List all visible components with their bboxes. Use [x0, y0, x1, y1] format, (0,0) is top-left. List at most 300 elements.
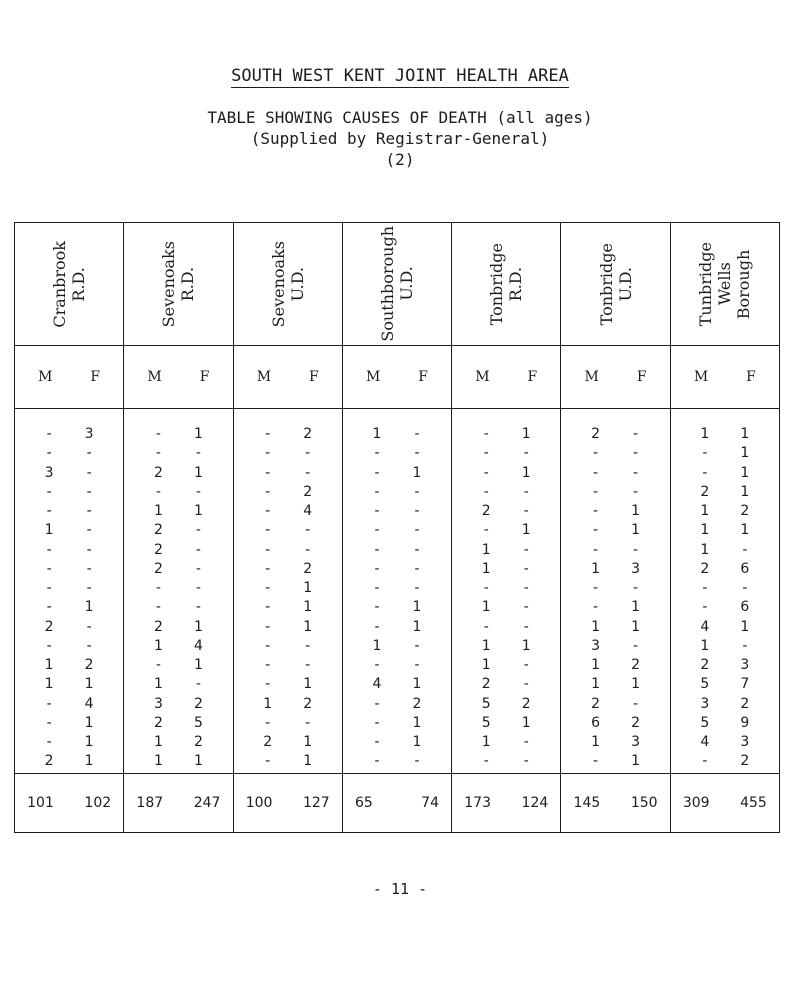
female-value: - — [523, 657, 529, 673]
male-value: - — [374, 599, 380, 616]
female-value: - — [633, 426, 639, 442]
value-row — [477, 675, 535, 694]
male-value: 3 — [700, 695, 710, 712]
value-row — [696, 502, 754, 521]
value-row — [40, 733, 98, 752]
male-value: - — [155, 580, 161, 596]
male-value: - — [265, 503, 271, 519]
male-value: 1 — [481, 599, 491, 616]
district-header-cell — [233, 223, 342, 346]
male-value: - — [702, 445, 708, 462]
female-label: F — [636, 369, 647, 385]
sex-labels — [38, 369, 100, 385]
female-value: - — [523, 599, 529, 616]
female-value: - — [523, 676, 529, 693]
female-value: 1 — [412, 599, 422, 616]
male-value: 5 — [481, 695, 491, 712]
female-value: 3 — [631, 560, 640, 577]
female-value: 9 — [740, 714, 750, 731]
male-value: 2 — [481, 503, 491, 519]
table-title: TABLE SHOWING CAUSES OF DEATH (all ages) — [207, 108, 593, 127]
value-row — [259, 579, 317, 598]
value-rows — [671, 409, 779, 772]
female-value: 1 — [521, 426, 531, 442]
male-value: - — [155, 657, 161, 673]
female-value: 1 — [740, 522, 750, 539]
female-value: 1 — [193, 503, 203, 519]
male-value: - — [265, 426, 271, 442]
male-value: - — [374, 714, 380, 731]
female-value: 1 — [631, 676, 640, 693]
value-row — [587, 541, 645, 560]
value-row — [259, 521, 317, 540]
female-value: - — [195, 580, 201, 596]
male-value: - — [702, 753, 708, 770]
female-label: F — [308, 369, 319, 385]
male-value: - — [46, 599, 52, 616]
male-value: 2 — [44, 753, 54, 770]
female-value: 7 — [740, 676, 750, 693]
female-value: - — [523, 734, 529, 750]
male-value: 2 — [591, 426, 600, 442]
female-value: - — [86, 503, 92, 519]
value-row — [149, 502, 207, 521]
value-row — [587, 598, 645, 617]
value-row — [696, 733, 754, 752]
female-value: 2 — [303, 483, 313, 500]
male-value: 2 — [153, 464, 163, 481]
value-rows — [124, 409, 232, 772]
sex-header-cell — [452, 346, 561, 409]
male-value: 2 — [263, 734, 273, 750]
value-row — [368, 618, 426, 637]
male-total: 101 — [27, 795, 54, 811]
female-value: - — [742, 637, 748, 654]
male-value: 2 — [481, 676, 491, 693]
female-value: - — [523, 445, 529, 462]
sex-header-cell — [561, 346, 670, 409]
value-rows — [234, 409, 342, 772]
value-row — [368, 733, 426, 752]
district-values-cell — [561, 409, 670, 774]
value-row — [368, 521, 426, 540]
value-rows — [452, 409, 560, 772]
value-row — [477, 618, 535, 637]
value-row — [477, 714, 535, 733]
male-value: 4 — [700, 618, 710, 635]
male-value: - — [265, 657, 271, 673]
male-value: - — [265, 599, 271, 616]
value-row — [149, 464, 207, 483]
female-value: - — [86, 445, 92, 462]
value-row — [149, 444, 207, 463]
male-value: 1 — [372, 426, 382, 442]
male-value: - — [265, 483, 271, 500]
sex-header-cell — [15, 346, 124, 409]
male-label: M — [147, 369, 162, 385]
female-label: F — [527, 369, 538, 385]
male-value: - — [374, 503, 380, 519]
male-value: 2 — [153, 541, 163, 558]
value-row — [40, 714, 98, 733]
male-value: - — [374, 618, 380, 635]
male-label: M — [693, 369, 709, 385]
value-row — [587, 733, 645, 752]
female-value: 2 — [303, 560, 313, 577]
male-value: - — [374, 483, 380, 500]
female-value: - — [305, 637, 311, 654]
male-value: - — [265, 714, 271, 731]
female-value: 1 — [84, 753, 94, 770]
value-row — [40, 695, 98, 714]
value-row — [149, 695, 207, 714]
value-row — [259, 464, 317, 483]
male-value: 5 — [700, 714, 710, 731]
value-row — [368, 598, 426, 617]
female-value: 1 — [412, 464, 422, 481]
male-value: - — [46, 483, 52, 500]
male-value: - — [265, 541, 271, 558]
male-value: 5 — [481, 714, 491, 731]
female-value: 1 — [193, 753, 203, 770]
male-value: - — [483, 580, 489, 596]
female-value: 1 — [631, 753, 640, 770]
male-value: 1 — [481, 734, 491, 750]
male-value: 2 — [153, 522, 163, 539]
male-value: - — [593, 753, 599, 770]
female-value: - — [742, 541, 748, 558]
value-row — [259, 541, 317, 560]
male-value: - — [593, 522, 599, 539]
female-value: 1 — [84, 676, 94, 693]
sex-header-row — [15, 346, 780, 409]
male-value: - — [374, 695, 380, 712]
total-cell — [124, 774, 233, 833]
male-value: - — [155, 599, 161, 616]
male-label: M — [38, 369, 53, 385]
female-value: 1 — [521, 522, 531, 539]
male-value: 6 — [591, 714, 600, 731]
value-row — [696, 714, 754, 733]
male-value: 1 — [153, 753, 163, 770]
value-row — [149, 425, 207, 444]
male-value: - — [483, 464, 489, 481]
male-total: 65 — [354, 795, 373, 811]
total-pair — [683, 795, 767, 811]
male-label: M — [475, 369, 490, 385]
male-value: 2 — [44, 618, 54, 635]
female-value: 1 — [740, 426, 750, 442]
value-row — [477, 425, 535, 444]
value-row — [587, 464, 645, 483]
male-value: - — [374, 522, 380, 539]
value-row — [587, 579, 645, 598]
female-value: 1 — [521, 714, 531, 731]
female-label: F — [418, 369, 428, 385]
female-value: 1 — [631, 522, 640, 539]
value-row — [40, 483, 98, 502]
female-value: - — [86, 580, 92, 596]
female-total: 455 — [740, 795, 767, 811]
female-value: - — [195, 560, 201, 577]
female-value: - — [523, 560, 529, 577]
value-row — [259, 618, 317, 637]
male-value: - — [374, 734, 380, 750]
value-row — [368, 656, 426, 675]
district-name: Sevenoaks R.D. — [159, 240, 198, 328]
totals-row — [15, 774, 780, 833]
district-name: Cranbrook R.D. — [50, 240, 89, 328]
value-row — [696, 483, 754, 502]
male-value: - — [265, 522, 271, 539]
male-label: M — [365, 369, 381, 385]
male-total: 100 — [245, 795, 273, 811]
female-value: - — [305, 445, 311, 462]
value-row — [40, 637, 98, 656]
female-value: 1 — [740, 445, 750, 462]
male-value: - — [265, 637, 271, 654]
female-value: - — [86, 637, 92, 654]
sex-header-cell — [670, 346, 779, 409]
female-value: 3 — [740, 657, 750, 673]
value-row — [477, 695, 535, 714]
male-value: 3 — [591, 637, 600, 654]
value-row — [149, 675, 207, 694]
male-value: 1 — [591, 618, 600, 635]
male-value: 1 — [44, 522, 54, 539]
value-row — [40, 502, 98, 521]
sex-labels — [475, 369, 537, 385]
male-value: 1 — [700, 522, 710, 539]
value-row — [40, 675, 98, 694]
value-row — [259, 444, 317, 463]
male-value: - — [483, 522, 489, 539]
value-row — [587, 425, 645, 444]
male-value: 4 — [372, 676, 382, 693]
value-row — [259, 637, 317, 656]
male-value: 1 — [700, 541, 710, 558]
male-value: 1 — [44, 676, 54, 693]
value-row — [477, 444, 535, 463]
district-header-cell — [452, 223, 561, 346]
female-value: - — [523, 541, 529, 558]
sex-labels — [585, 369, 647, 385]
value-row — [259, 733, 317, 752]
value-row — [149, 733, 207, 752]
male-value: 1 — [153, 676, 163, 693]
value-row — [477, 521, 535, 540]
female-value: 2 — [303, 426, 313, 442]
male-value: 1 — [591, 734, 600, 750]
value-row — [259, 483, 317, 502]
female-value: - — [414, 753, 420, 770]
female-value: 2 — [740, 753, 750, 770]
district-values-cell — [15, 409, 124, 774]
male-value: 1 — [591, 676, 600, 693]
female-value: 1 — [631, 618, 640, 635]
female-value: 1 — [412, 676, 422, 693]
male-value: 3 — [153, 695, 163, 712]
district-header-row — [15, 223, 780, 346]
total-pair — [27, 795, 111, 811]
female-value: 1 — [303, 734, 313, 750]
value-row — [259, 560, 317, 579]
value-row — [149, 598, 207, 617]
value-row — [477, 541, 535, 560]
female-value: - — [414, 503, 420, 519]
female-value: 1 — [303, 580, 313, 596]
female-value: - — [305, 714, 311, 731]
causes-of-death-table — [14, 222, 780, 833]
value-row — [587, 675, 645, 694]
female-value: 4 — [84, 695, 94, 712]
female-value: - — [414, 445, 420, 462]
female-value: 5 — [193, 714, 203, 731]
value-row — [587, 521, 645, 540]
female-value: - — [414, 580, 420, 596]
female-value: 1 — [193, 464, 203, 481]
female-value: 1 — [521, 464, 531, 481]
value-row — [587, 483, 645, 502]
male-value: 1 — [44, 657, 54, 673]
female-value: - — [523, 483, 529, 500]
value-row — [40, 521, 98, 540]
male-value: - — [46, 560, 52, 577]
male-total: 309 — [682, 795, 710, 811]
male-value: 1 — [591, 560, 600, 577]
male-value: - — [155, 483, 161, 500]
male-value: 1 — [263, 695, 273, 712]
female-value: - — [633, 695, 639, 712]
female-value: 1 — [303, 676, 313, 693]
male-value: 4 — [700, 734, 710, 750]
value-row — [40, 579, 98, 598]
female-value: - — [523, 580, 529, 596]
value-row — [587, 444, 645, 463]
female-value: 4 — [303, 503, 313, 519]
value-row — [696, 579, 754, 598]
male-value: - — [593, 445, 599, 462]
female-value: - — [305, 657, 311, 673]
female-value: 1 — [412, 734, 422, 750]
male-value: - — [155, 445, 161, 462]
value-row — [696, 464, 754, 483]
value-row — [149, 579, 207, 598]
male-value: 1 — [481, 560, 491, 577]
male-value: 1 — [700, 637, 710, 654]
male-value: - — [702, 464, 708, 481]
total-pair — [464, 795, 548, 811]
male-value: 2 — [591, 695, 600, 712]
female-value: - — [86, 464, 92, 481]
district-name: Southborough U.D. — [377, 226, 416, 342]
value-row — [368, 637, 426, 656]
area-title: SOUTH WEST KENT JOINT HEALTH AREA — [231, 66, 569, 86]
male-value: 2 — [700, 657, 710, 673]
value-row — [259, 714, 317, 733]
female-value: - — [414, 541, 420, 558]
value-row — [40, 464, 98, 483]
value-row — [477, 483, 535, 502]
values-row — [15, 409, 780, 774]
female-value: - — [414, 522, 420, 539]
female-value: - — [305, 541, 311, 558]
female-value: - — [195, 541, 201, 558]
value-row — [477, 560, 535, 579]
female-label: F — [90, 369, 101, 385]
page-number: - 11 - — [372, 880, 428, 898]
male-value: - — [483, 426, 489, 442]
value-row — [696, 752, 754, 771]
female-value: 1 — [193, 426, 203, 442]
male-value: 1 — [153, 734, 163, 750]
value-row — [40, 425, 98, 444]
value-row — [696, 598, 754, 617]
male-value: 2 — [153, 618, 163, 635]
female-value: 1 — [740, 483, 750, 500]
female-value: 1 — [84, 599, 94, 616]
district-values-cell — [670, 409, 779, 774]
male-value: 1 — [481, 541, 491, 558]
male-value: - — [265, 560, 271, 577]
total-cell — [15, 774, 124, 833]
value-row — [368, 675, 426, 694]
male-value: - — [46, 580, 52, 596]
value-row — [368, 444, 426, 463]
male-value: - — [483, 483, 489, 500]
male-value: - — [46, 426, 52, 442]
male-value: 1 — [153, 503, 163, 519]
female-value: - — [633, 637, 639, 654]
male-value: - — [593, 580, 599, 596]
female-value: - — [195, 676, 201, 693]
male-value: - — [593, 483, 599, 500]
female-value: - — [86, 522, 92, 539]
male-value: 3 — [44, 464, 54, 481]
value-row — [259, 752, 317, 771]
district-values-cell — [233, 409, 342, 774]
value-row — [40, 560, 98, 579]
value-row — [259, 675, 317, 694]
male-value: 5 — [700, 676, 710, 693]
female-value: 3 — [740, 734, 750, 750]
value-row — [477, 656, 535, 675]
female-value: - — [86, 618, 92, 635]
page-label: (2) — [385, 150, 415, 169]
total-cell — [342, 774, 451, 833]
male-total: 173 — [464, 795, 491, 811]
district-header-cell — [561, 223, 670, 346]
female-value: - — [414, 657, 420, 673]
male-value: - — [374, 753, 380, 770]
supplied-note: (Supplied by Registrar-General) — [250, 129, 550, 148]
female-value: - — [633, 483, 639, 500]
total-cell — [670, 774, 779, 833]
male-value: - — [593, 599, 599, 616]
female-total: 127 — [302, 795, 330, 811]
total-pair — [136, 795, 220, 811]
value-row — [40, 752, 98, 771]
male-value: - — [265, 618, 271, 635]
male-total: 145 — [573, 795, 601, 811]
male-value: 2 — [700, 483, 710, 500]
male-value: - — [155, 426, 161, 442]
value-row — [40, 656, 98, 675]
female-value: 2 — [193, 695, 203, 712]
male-value: - — [702, 599, 708, 616]
male-value: - — [374, 657, 380, 673]
male-value: - — [593, 503, 599, 519]
